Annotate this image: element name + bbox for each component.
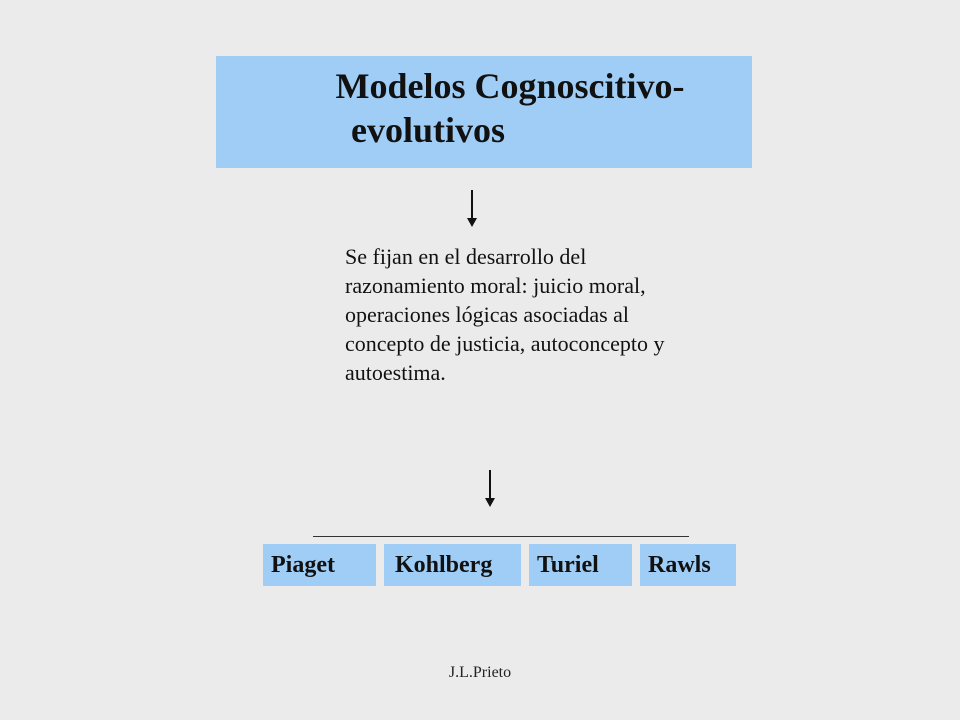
title-line-1: Modelos Cognoscitivo- [335, 66, 685, 106]
down-arrow-icon [485, 470, 495, 508]
down-arrow-icon [467, 190, 477, 228]
title-box [216, 56, 752, 168]
title-line-2: evolutivos [350, 110, 505, 150]
author-box-rawls: Rawls [640, 544, 736, 586]
author-box-kohlberg: Kohlberg [384, 544, 521, 586]
author-box-turiel: Turiel [529, 544, 632, 586]
description-text: Se fijan en el desarrollo del razonamiento moral: juicio moral, operaciones lógicas asociadas al concepto de justicia, autoconcepto y autoestima. [345, 244, 665, 385]
branch-connector-line [313, 536, 689, 537]
footer-author: J.L.Prieto [448, 664, 512, 681]
author-box-piaget: Piaget [263, 544, 376, 586]
